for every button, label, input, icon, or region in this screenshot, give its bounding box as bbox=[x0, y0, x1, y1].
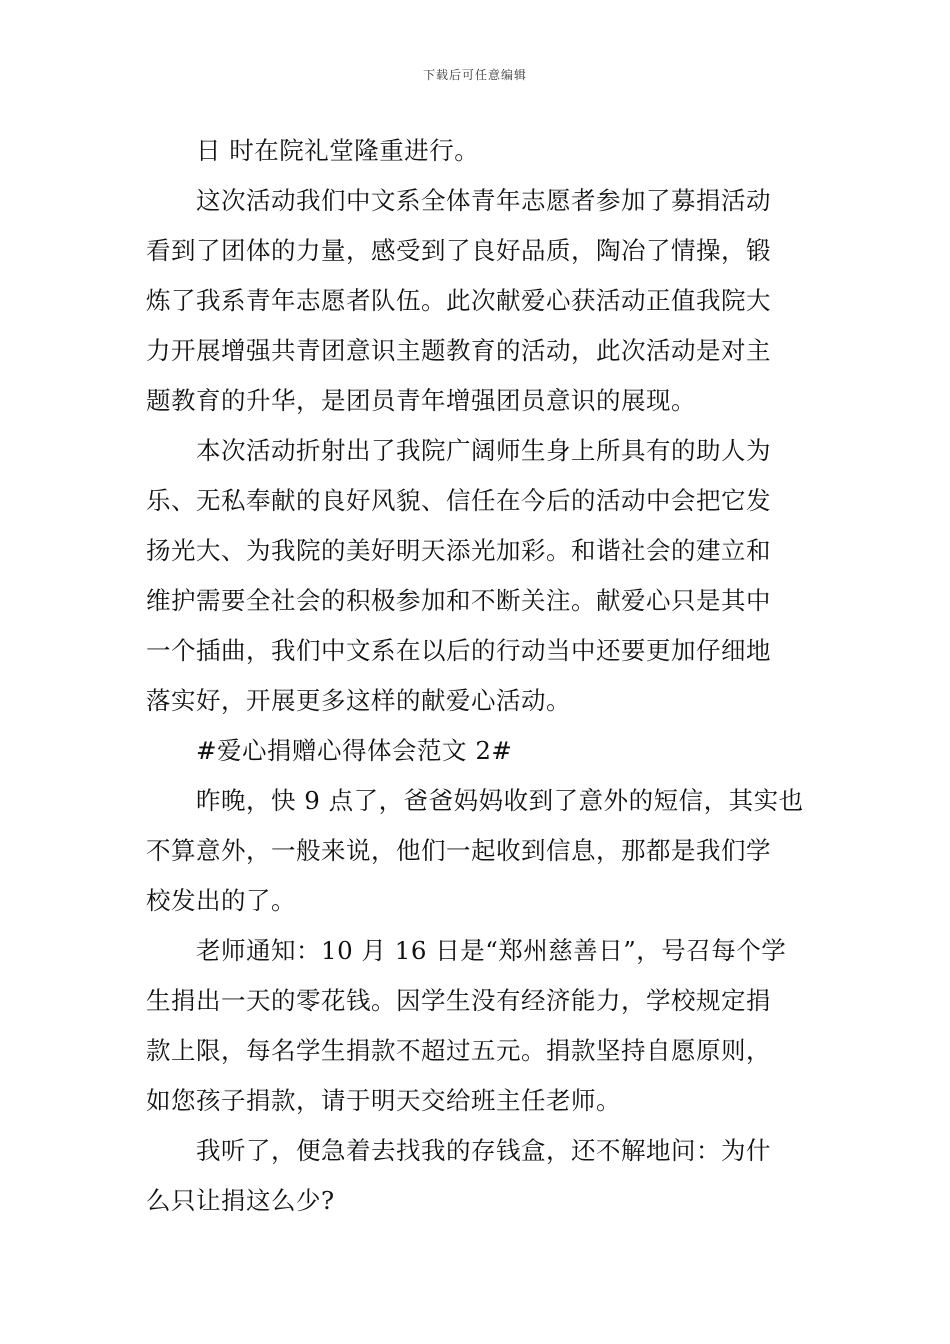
text-line: 落实好，开展更多这样的献爱心活动。 bbox=[146, 686, 571, 715]
text-line: 本次活动折射出了我院广阔师生身上所具有的助人为 bbox=[196, 436, 771, 465]
text-line: 日 时在院礼堂隆重进行。 bbox=[196, 136, 480, 165]
page-header-note: 下载后可任意编辑 bbox=[422, 68, 527, 82]
text-line: 扬光大、为我院的美好明天添光加彩。和谐社会的建立和 bbox=[146, 536, 771, 565]
text-line: 老师通知：10 月 16 日是“郑州慈善日”，号召每个学 bbox=[196, 936, 787, 965]
text-line: 生捐出一天的零花钱。因学生没有经济能力，学校规定捐 bbox=[146, 986, 771, 1015]
text-line: 如您孩子捐款，请于明天交给班主任老师。 bbox=[146, 1086, 621, 1115]
text-line: #爱心捐赠心得体会范文 2# bbox=[196, 736, 513, 765]
text-line: 题教育的升华，是团员青年增强团员意识的展现。 bbox=[146, 386, 696, 415]
text-line: 力开展增强共青团意识主题教育的活动，此次活动是对主 bbox=[146, 336, 771, 365]
document-body bbox=[146, 126, 806, 1226]
text-line: 维护需要全社会的积极参加和不断关注。献爱心只是其中 bbox=[146, 586, 771, 615]
text-line: 么只让捐这么少? bbox=[146, 1186, 335, 1215]
text-line: 昨晚，快 9 点了，爸爸妈妈收到了意外的短信，其实也 bbox=[196, 786, 804, 815]
text-line: 炼了我系青年志愿者队伍。此次献爱心获活动正值我院大 bbox=[146, 286, 771, 315]
text-line: 我听了，便急着去找我的存钱盒，还不解地问：为什 bbox=[196, 1136, 771, 1165]
text-line: 不算意外，一般来说，他们一起收到信息，那都是我们学 bbox=[146, 836, 771, 865]
text-line: 一个插曲，我们中文系在以后的行动当中还要更加仔细地 bbox=[146, 636, 771, 665]
text-line: 校发出的了。 bbox=[146, 886, 296, 915]
text-line: 看到了团体的力量，感受到了良好品质，陶冶了情操，锻 bbox=[146, 236, 771, 265]
text-line: 款上限，每名学生捐款不超过五元。捐款坚持自愿原则， bbox=[146, 1036, 771, 1065]
text-line: 这次活动我们中文系全体青年志愿者参加了募捐活动 bbox=[196, 186, 771, 215]
text-line: 乐、无私奉献的良好风貌、信任在今后的活动中会把它发 bbox=[146, 486, 771, 515]
